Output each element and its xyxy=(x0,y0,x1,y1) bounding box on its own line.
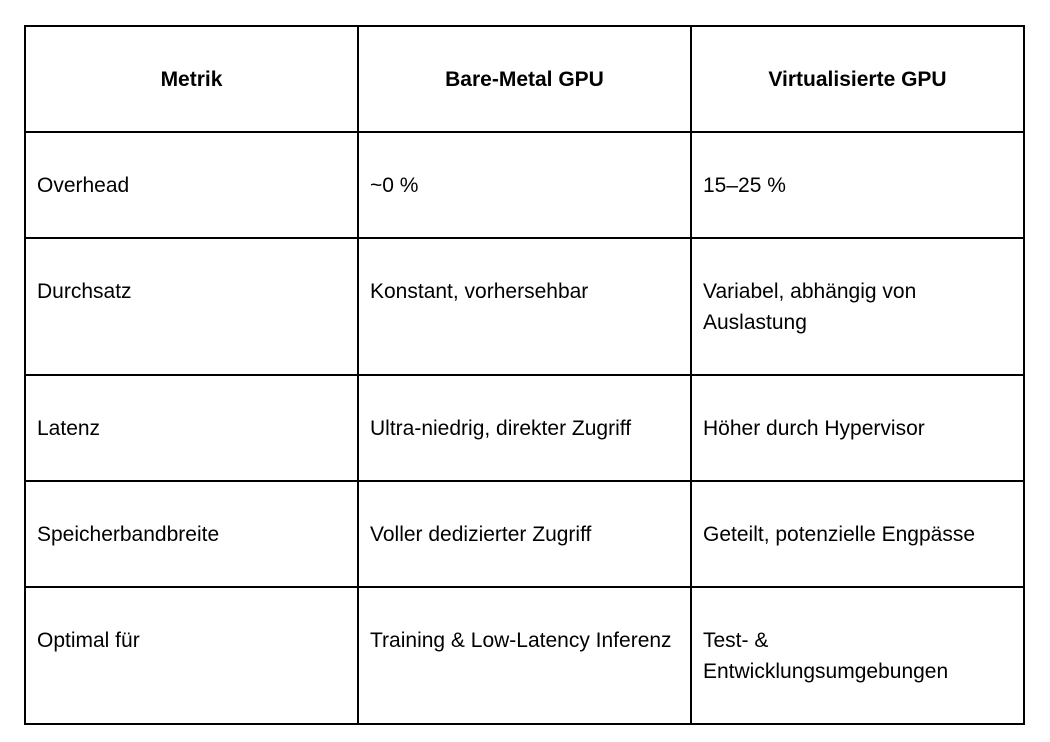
cell-text: ~0 % xyxy=(370,173,419,197)
header-bare-metal-gpu: Bare-Metal GPU xyxy=(358,26,691,132)
cell-metric xyxy=(25,481,358,587)
cell-metric xyxy=(25,238,358,375)
table-row xyxy=(25,238,1024,375)
cell-text: Konstant, vorhersehbar xyxy=(370,280,589,303)
comparison-table xyxy=(24,25,1025,725)
cell-text: Training & Low-Latency Inferenz xyxy=(370,629,672,652)
cell-text: Latenz xyxy=(37,416,101,440)
cell-text: Variabel, abhängig von Auslastung xyxy=(703,280,917,334)
cell-text: Test- & Entwicklungsumgebungen xyxy=(703,629,949,683)
cell-text: Ultra-niedrig, direkter Zugriff xyxy=(370,416,632,440)
table-row xyxy=(25,481,1024,587)
table-header-row xyxy=(25,26,1024,132)
cell-bare-metal xyxy=(358,238,691,375)
cell-metric xyxy=(25,587,358,724)
table-row xyxy=(25,375,1024,481)
cell-text: Durchsatz xyxy=(37,280,132,303)
cell-virtualized xyxy=(691,238,1024,375)
cell-metric xyxy=(25,132,358,238)
cell-text: Speicherbandbreite xyxy=(37,522,220,546)
cell-virtualized xyxy=(691,587,1024,724)
cell-text: Höher durch Hypervisor xyxy=(703,416,925,440)
cell-virtualized xyxy=(691,375,1024,481)
cell-bare-metal xyxy=(358,587,691,724)
cell-metric xyxy=(25,375,358,481)
cell-bare-metal xyxy=(358,132,691,238)
cell-bare-metal xyxy=(358,375,691,481)
cell-bare-metal xyxy=(358,481,691,587)
header-virtualized-gpu: Virtualisierte GPU xyxy=(691,26,1024,132)
cell-virtualized xyxy=(691,481,1024,587)
table-row xyxy=(25,132,1024,238)
cell-virtualized xyxy=(691,132,1024,238)
header-metric: Metrik xyxy=(25,26,358,132)
cell-text: Overhead xyxy=(37,173,130,197)
cell-text: 15–25 % xyxy=(703,173,786,197)
cell-text: Optimal für xyxy=(37,629,140,652)
cell-text: Voller dedizierter Zugriff xyxy=(370,522,592,546)
cell-text: Geteilt, potenzielle Engpässe xyxy=(703,522,976,546)
table-row xyxy=(25,587,1024,724)
